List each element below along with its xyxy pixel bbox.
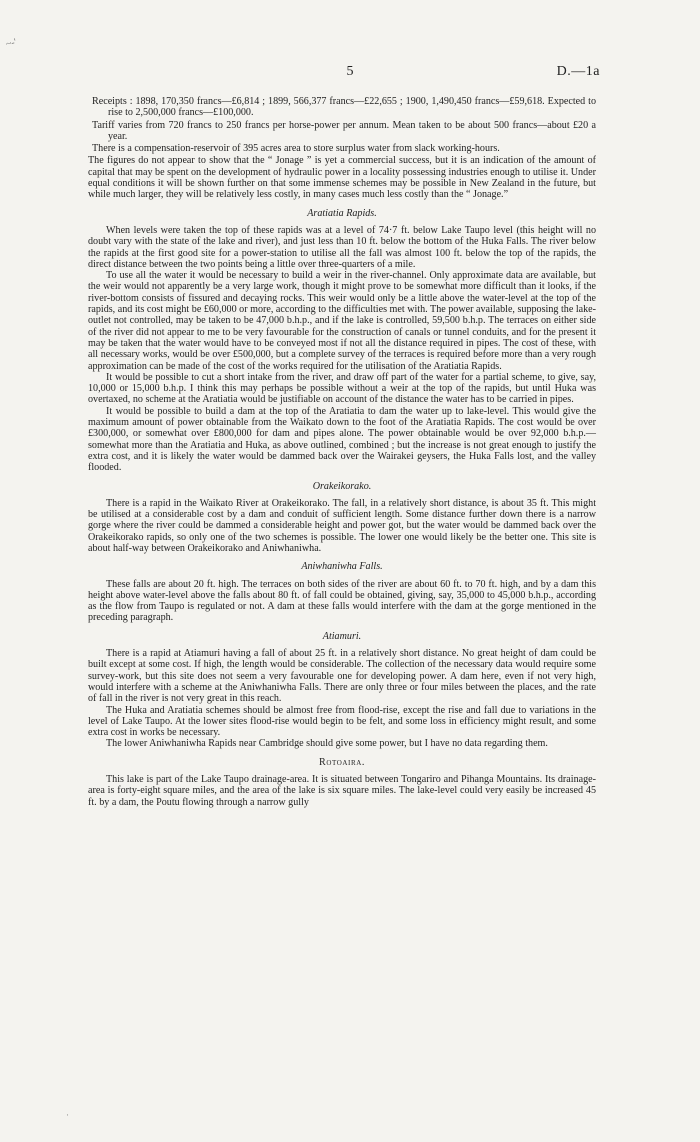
paragraph: The figures do not appear to show that the “ Jonage ” is yet a commercial success, but it is an indication of the amount of capital that may be spent on the development of hydraulic power in a locality possessing industries enough to utilise it. Under equal conditions it will be shown further on that some immense schemes may be possible in New Zealand in the future, but while much larger, they will be relatively less costly, in many cases much less costly than the “ Jonage.”	[88, 155, 596, 201]
paragraph: To use all the water it would be necessary to build a weir in the river-channel. Only approximate data are available, but the weir would not apparently be a very large work, though it might prove to be somewhat more difficult than it looks, if the river-bottom consists of fissured and decaying rocks. This weir would only be a little above the water-level at the top of the rapids, and its cost might be £60,000 or more, according to the difficulties met with. The power available, supposing the lake-outlet not controlled, may be taken to be 47,000 b.h.p., and if the lake is controlled, 59,500 b.h.p. The terraces on either side of the river did not appear to me to be very favourable for the construction of canals or tunnel conduits, and for the present it may be taken that the water would have to be conveyed most if not all the distance required in pipes. The cost of these, with all necessary works, would be over £500,000, but a complete survey of the terraces is required before more than a very rough approximation can be made of the cost of the works required for the utilisation of the Aratiatia Rapids.	[88, 270, 596, 372]
section-heading: Aniwhaniwha Falls.	[301, 561, 383, 573]
page-number: 5	[346, 64, 354, 79]
document-reference: D.—1a	[556, 64, 600, 79]
paragraph: It would be possible to build a dam at the top of the Aratiatia to dam the water up to lake-level. This would give the maximum amount of power obtainable from the Waikato down to the foot of the Aratiatia Rapids. The cost would be over £300,000, or somewhat over £800,000 for dam and pipes alone. The power obtainable would be over 92,000 b.h.p.—somewhat more than the Aratiatia and Huka, as above outlined, combined ; but the increase is not great enough to justify the extra cost, and it is likely the water would be dammed back over the Wairakei geysers, the Huka Falls lost, and the valley flooded.	[88, 405, 596, 474]
paragraph: There is a rapid at Atiamuri having a fall of about 25 ft. in a relatively short distance. No great height of dam could be built except at some cost. If high, the length would be considerable. The collection of the necessary data would require some survey-work, but this site does not seem a very favourable one for developing power. A dam here, even if not very high, would interfere with a scheme at the Aniwhaniwha Falls. There are only three or four miles between the places, and the rate of fall in the river is not very great in this reach.	[88, 648, 596, 705]
paragraph: The Huka and Aratiatia schemes should be almost free from flood-rise, except the rise and fall due to variations in the level of Lake Taupo. At the lower sites flood-rise would begin to be felt, and some loss in efficiency might result, and some extra cost in works be necessary.	[88, 704, 596, 739]
body-text	[88, 96, 596, 808]
section-heading: Rotoaira.	[318, 756, 366, 768]
paragraph: This lake is part of the Lake Taupo drainage-area. It is situated between Tongariro and Pihanga Mountains. Its drainage-area is forty-eight square miles, and the area of the lake is six square miles. The lake-level could very easily be increased 45 ft. by a dam, the Poutu flowing through a narrow gully	[88, 774, 596, 808]
section-heading: Atiamuri.	[322, 630, 362, 642]
paragraph: It would be possible to cut a short intake from the river, and draw off part of the water for a partial scheme, to give, say, 10,000 or 15,000 b.h.p. I think this may perhaps be possible without a weir at the top of the rapids, but until Huka was overtaxed, no scheme at the Aratiatia would be justifiable on account of the distance the water has to be carried in pipes.	[88, 371, 596, 406]
paragraph: When levels were taken the top of these rapids was at a level of 74·7 ft. below Lake Taupo level (this height will no doubt vary with the state of the lake and river), and just less than 10 ft. below the bottom of the Huka Falls. The river below the rapids at the first good site for a power-station to utilise all the fall was almost 100 ft. below the top of the rapids, the direct distance between the two points being a little over three-quarters of a mile.	[88, 224, 596, 270]
paragraph: These falls are about 20 ft. high. The terraces on both sides of the river are about 60 ft. to 70 ft. high, and by a dam this height above water-level above the falls about 80 ft. of fall could be obtained, giving, say, 35,000 to 45,000 b.h.p., according as the flow from Taupo is regulated or not. A dam at these falls would interfere with the dam at the gorge mentioned in the preceding paragraph.	[88, 578, 596, 624]
paragraph: Tariff varies from 720 francs to 250 francs per horse-power per annum. Mean taken to be about 500 francs—about £20 a year.	[92, 119, 596, 142]
paragraph: Receipts : 1898, 170,350 francs—£6,814 ; 1899, 566,377 francs—£22,655 ; 1900, 1,490,450 francs—£59,618. Expected to rise to 2,500,000 francs—£100,000.	[92, 96, 596, 119]
section-heading: Orakeikorako.	[312, 480, 372, 492]
scan-dot: ·	[66, 1110, 69, 1120]
scan-mark: ~-'	[4, 36, 18, 51]
paragraph: The lower Aniwhaniwha Rapids near Cambridge should give some power, but I have no data regarding them.	[106, 738, 548, 750]
paragraph: There is a compensation-reservoir of 395 acres area to store surplus water from slack working-hours.	[92, 143, 500, 155]
paragraph: There is a rapid in the Waikato River at Orakeikorako. The fall, in a relatively short distance, is about 35 ft. This might be utilised at a considerable cost by a dam and conduit of sufficient length. Some distance further down there is a narrow gorge where the river could be dammed a considerable height and power got, but the water would be dammed back over the Orakeikorako rapids, so only one of the two schemes is possible. The lower one would likely be the better one. This site is about half-way between Orakeikorako and Aniwhaniwha.	[88, 497, 596, 554]
section-heading: Aratiatia Rapids.	[307, 207, 377, 219]
